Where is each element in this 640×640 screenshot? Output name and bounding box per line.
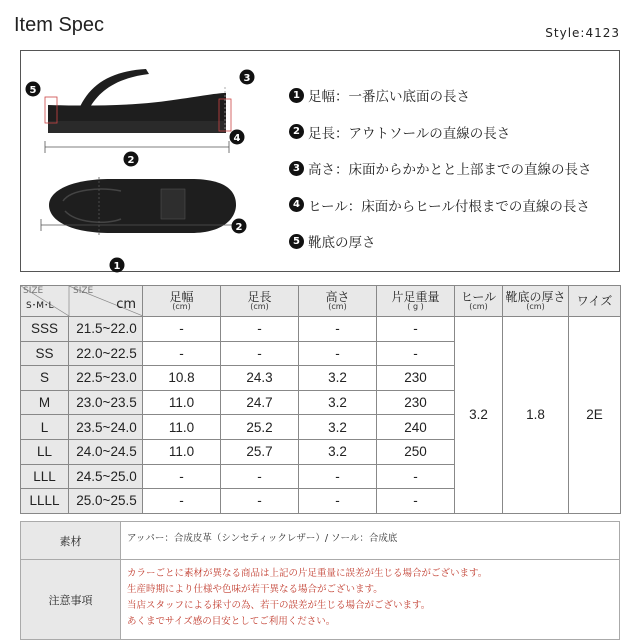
sandal-strap: [79, 69, 149, 109]
caution-label: 注意事項: [21, 560, 121, 640]
cell-height: -: [299, 341, 377, 366]
cell-height: -: [299, 464, 377, 489]
size-range: 22.5~23.0: [69, 366, 143, 391]
cell-length: 24.3: [221, 366, 299, 391]
svg-text:2: 2: [127, 155, 135, 166]
size-label: L: [21, 415, 69, 440]
cell-height: -: [299, 489, 377, 514]
size-range: 23.0~23.5: [69, 390, 143, 415]
size-label: SIZE: [23, 286, 44, 296]
size-label-cm: SIZE: [73, 286, 94, 296]
legend-item-heel: [289, 187, 621, 224]
cell-height: -: [299, 317, 377, 342]
cell-height: 3.2: [299, 415, 377, 440]
legend-text: 靴底の厚さ: [308, 235, 376, 252]
svg-text:4: 4: [233, 133, 241, 144]
marker-5: [26, 82, 41, 97]
cell-width: 11.0: [143, 415, 221, 440]
marker-2-side: [124, 152, 139, 167]
material-text: アッパー：合成皮革（シンセティックレザー）/ ソール：合成底: [121, 522, 620, 560]
svg-text:5: 5: [29, 85, 37, 96]
legend-item-height: [289, 150, 621, 187]
number-badge: 1: [289, 88, 304, 103]
legend-text: 足長：アウトソールの直線の長さ: [308, 125, 511, 142]
legend-text: 足幅：一番広い底面の長さ: [308, 89, 470, 106]
legend-item-sole-thickness: [289, 223, 621, 260]
header-foot-width: 足幅 (cm): [143, 286, 221, 317]
size-label: SSS: [21, 317, 69, 342]
cell-length: 24.7: [221, 390, 299, 415]
size-range: 25.0~25.5: [69, 489, 143, 514]
cell-length: -: [221, 489, 299, 514]
legend-text: ヒール：床面からヒール付根までの直線の長さ: [308, 198, 590, 215]
svg-text:1: 1: [113, 261, 121, 272]
cell-weight: 240: [377, 415, 455, 440]
spec-diagram-box: [20, 50, 620, 272]
caution-line: 当店スタッフによる採寸の為、若干の誤差が生じる場合がございます。: [127, 600, 431, 611]
size-corner-header: [21, 286, 143, 317]
cell-weight: -: [377, 464, 455, 489]
cell-sole-thickness: 1.8: [503, 317, 569, 514]
cell-weight: 230: [377, 366, 455, 391]
number-badge: 3: [289, 161, 304, 176]
cell-height: 3.2: [299, 439, 377, 464]
measurement-legend: [289, 77, 621, 260]
cell-wise: 2E: [569, 317, 621, 514]
caution-line: あくまでサイズ感の目安としてご利用ください。: [127, 616, 336, 627]
cell-length: 25.2: [221, 415, 299, 440]
header-wise: ワイズ: [569, 286, 621, 317]
size-label: LL: [21, 439, 69, 464]
cell-weight: 230: [377, 390, 455, 415]
legend-item-foot-width: [289, 77, 621, 114]
header-height: 高さ (cm): [299, 286, 377, 317]
notes-table: [20, 521, 620, 640]
cell-height: 3.2: [299, 390, 377, 415]
size-range: 24.0~24.5: [69, 439, 143, 464]
cell-weight: -: [377, 317, 455, 342]
table-row: [21, 317, 621, 342]
size-range: 23.5~24.0: [69, 415, 143, 440]
cell-width: 11.0: [143, 439, 221, 464]
size-table-header: [21, 286, 621, 317]
sandal-bottom-view: [41, 177, 241, 237]
size-table: [20, 285, 621, 514]
header-sole-thickness: 靴底の厚さ (cm): [503, 286, 569, 317]
size-label: M: [21, 390, 69, 415]
marker-2-bottom: [232, 219, 247, 234]
cell-width: -: [143, 341, 221, 366]
legend-item-foot-length: [289, 114, 621, 151]
caution-row: [21, 560, 620, 640]
cell-width: -: [143, 489, 221, 514]
cell-width: -: [143, 317, 221, 342]
page-title: Item Spec: [14, 14, 105, 36]
cell-width: 10.8: [143, 366, 221, 391]
sandal-side-view: [45, 69, 231, 153]
style-code: Style:4123: [545, 26, 620, 40]
marker-3: [240, 70, 255, 85]
size-range: 24.5~25.0: [69, 464, 143, 489]
cell-width: 11.0: [143, 390, 221, 415]
number-badge: 2: [289, 124, 304, 139]
header-weight: 片足重量 ( g ): [377, 286, 455, 317]
cm-unit: cm: [116, 297, 136, 312]
svg-text:3: 3: [243, 73, 251, 84]
cell-length: -: [221, 341, 299, 366]
material-row: [21, 522, 620, 560]
header-heel: ヒール (cm): [455, 286, 503, 317]
svg-text:2: 2: [235, 222, 243, 233]
material-label: 素材: [21, 522, 121, 560]
marker-1: [110, 258, 125, 273]
size-range: 22.0~22.5: [69, 341, 143, 366]
number-badge: 4: [289, 197, 304, 212]
marker-4: [230, 130, 245, 145]
caution-line: 生産時期により仕様や色味が若干異なる場合がございます。: [127, 584, 383, 595]
caution-line: カラーごとに素材が異なる商品は上記の片足重量に誤差が生じる場合がございます。: [127, 568, 488, 579]
cell-height: 3.2: [299, 366, 377, 391]
cell-weight: -: [377, 489, 455, 514]
sandal-illustration: [21, 51, 291, 273]
header-foot-length: 足長 (cm): [221, 286, 299, 317]
legend-text: 高さ：床面からかかとと上部までの直線の長さ: [308, 162, 592, 179]
size-label: SS: [21, 341, 69, 366]
size-label: S: [21, 366, 69, 391]
number-badge: 5: [289, 234, 304, 249]
cell-weight: 250: [377, 439, 455, 464]
cell-length: 25.7: [221, 439, 299, 464]
sml-label: S･M･L: [26, 301, 54, 311]
size-label: LLL: [21, 464, 69, 489]
size-label: LLLL: [21, 489, 69, 514]
cell-length: -: [221, 464, 299, 489]
cell-weight: -: [377, 341, 455, 366]
cell-heel: 3.2: [455, 317, 503, 514]
size-range: 21.5~22.0: [69, 317, 143, 342]
caution-text: [121, 560, 620, 640]
cell-length: -: [221, 317, 299, 342]
cell-width: -: [143, 464, 221, 489]
